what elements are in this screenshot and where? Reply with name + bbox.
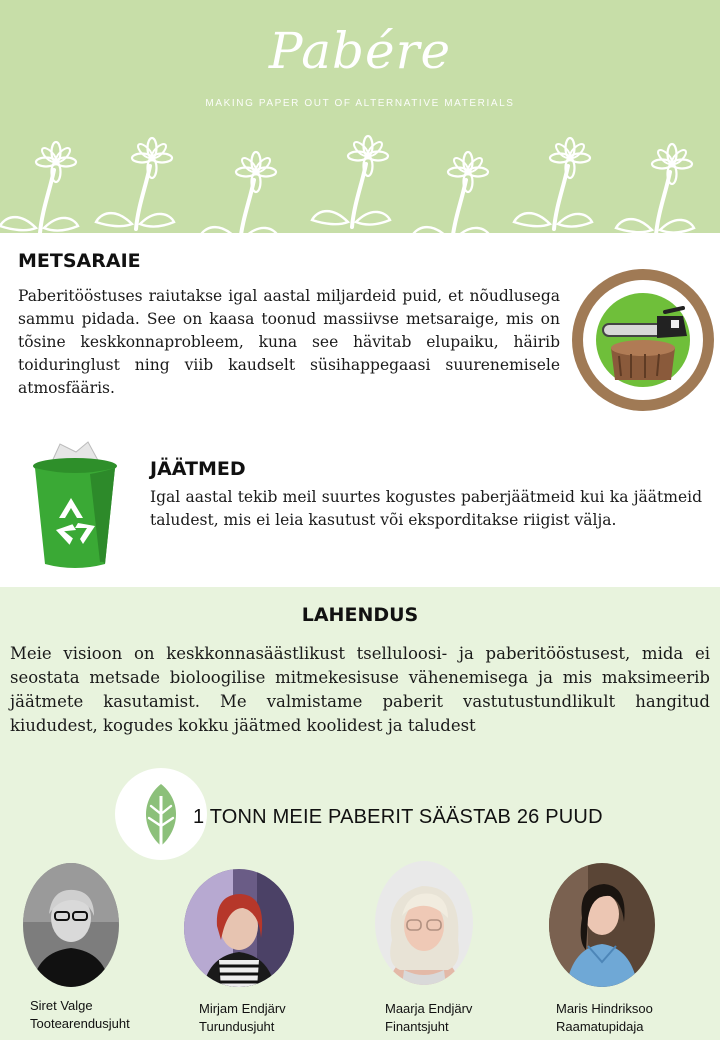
team-member-1 <box>30 997 160 1033</box>
flowers-decoration <box>0 130 720 233</box>
member-role: Turundusjuht <box>199 1019 275 1034</box>
lahendus-title: LAHENDUS <box>301 604 419 626</box>
metsaraie-title: METSARAIE <box>18 250 141 272</box>
jaatmed-text: Igal aastal tekib meil suurtes kogustes paberjäätmeid kui ka jäätmeid taludest, mis ei leia kasutust või eksporditakse riigist välja. <box>150 488 702 529</box>
jaatmed-title: JÄÄTMED <box>150 458 246 480</box>
avatar-siret <box>22 862 120 988</box>
brand-title: Pabére <box>268 22 452 80</box>
chainsaw-stump-icon <box>571 268 715 412</box>
member-role: Raamatupidaja <box>556 1019 644 1034</box>
team-member-4 <box>556 1000 686 1036</box>
recycle-bin-icon <box>30 440 120 572</box>
header-banner <box>0 0 720 233</box>
team-member-2 <box>199 1000 329 1036</box>
member-role: Tootearendusjuht <box>30 1016 130 1031</box>
member-role: Finantsjuht <box>385 1019 449 1034</box>
member-name: Maris Hindriksoo <box>556 1001 653 1016</box>
member-name: Maarja Endjärv <box>385 1001 473 1016</box>
stat-text: 1 TONN MEIE PABERIT SÄÄSTAB 26 PUUD <box>193 806 603 828</box>
lahendus-text: Meie visioon on keskkonnasäästlikust tselluloosi- ja paberitööstusest, mida ei seostata metsade bioloogilise mitmekesisuse vähenemisega ja mis maksimeerib jäätmete kasutamist. Me valmistame paberit vastutustundlikult hangitud kiududest, kogudes kokku jäätmed koolidest ja taludest <box>10 644 710 735</box>
team-member-3 <box>385 1000 515 1036</box>
avatar-mirjam <box>183 868 295 988</box>
member-name: Mirjam Endjärv <box>199 1001 286 1016</box>
brand-tagline: MAKING PAPER OUT OF ALTERNATIVE MATERIALS <box>205 98 515 109</box>
avatar-maris <box>548 862 656 988</box>
member-name: Siret Valge <box>30 998 93 1013</box>
avatar-maarja <box>374 860 474 986</box>
metsaraie-text: Paberitööstuses raiutakse igal aastal miljardeid puid, et nõudlusega sammu pidada. See on kaasa toonud massiivse metsaraige, mis on tõsine keskkonnaprobleem, kuna see hävitab elupaiku, häirib toiduringlust ning viib kaudselt süsihappegaasi suurenemisele atmosfääris. <box>18 287 560 397</box>
